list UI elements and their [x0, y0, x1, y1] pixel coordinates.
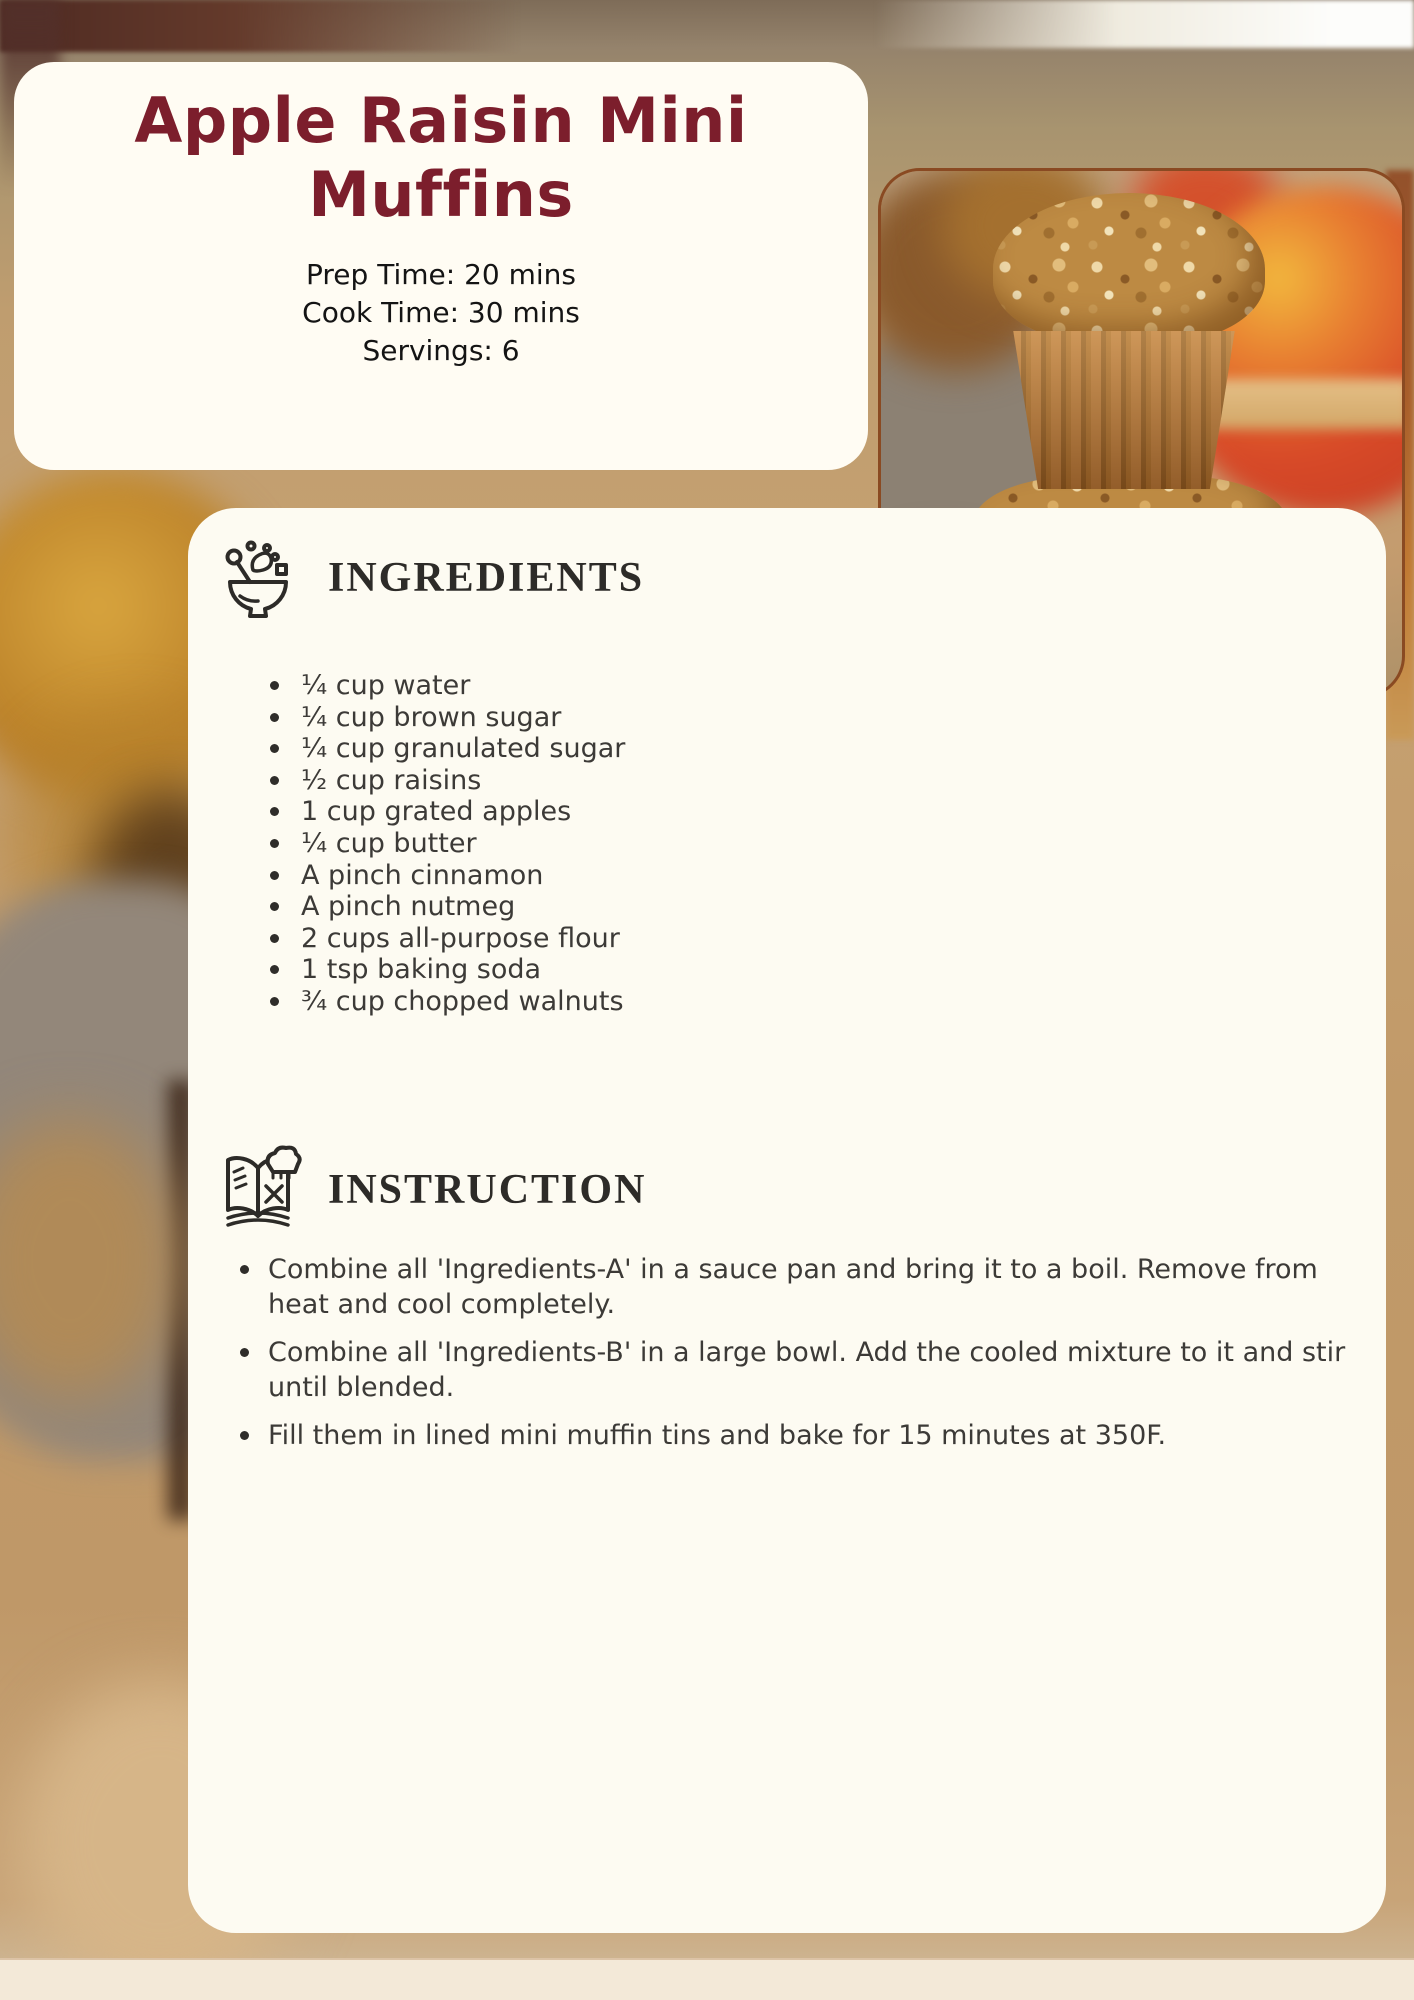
cook-time: Cook Time: 30 mins: [302, 296, 580, 329]
background-bottom-strip: [0, 1958, 1414, 2000]
ingredient-item: ½ cup raisins: [268, 765, 625, 797]
ingredients-heading: INGREDIENTS: [328, 555, 645, 601]
ingredient-item: ¼ cup granulated sugar: [268, 733, 625, 765]
title-card: [14, 62, 868, 470]
instruction-step: Combine all 'Ingredients-A' in a sauce pan and bring it to a boil. Remove from heat and cool completely.: [240, 1252, 1360, 1322]
recipe-meta: [14, 256, 868, 370]
ingredient-item: 2 cups all-purpose flour: [268, 923, 625, 955]
ingredient-item: ¼ cup brown sugar: [268, 702, 625, 734]
servings: Servings: 6: [362, 334, 520, 367]
ingredients-list: [268, 670, 625, 1018]
photo-top-muffin-top: [993, 193, 1265, 345]
ingredient-item: 1 cup grated apples: [268, 796, 625, 828]
instruction-step: Combine all 'Ingredients-B' in a large bowl. Add the cooled mixture to it and stir until blended.: [240, 1335, 1360, 1405]
ingredient-item: A pinch cinnamon: [268, 860, 625, 892]
mixing-bowl-icon: [220, 538, 296, 618]
ingredient-item: A pinch nutmeg: [268, 891, 625, 923]
instructions-list: [240, 1252, 1360, 1466]
prep-time: Prep Time: 20 mins: [306, 258, 576, 291]
instructions-header: [216, 1144, 646, 1236]
instruction-step: Fill them in lined mini muffin tins and bake for 15 minutes at 350F.: [240, 1418, 1360, 1453]
ingredient-item: 1 tsp baking soda: [268, 954, 625, 986]
photo-top-muffin-liner: [1011, 331, 1237, 489]
instructions-heading: INSTRUCTION: [328, 1167, 647, 1213]
ingredient-item: ¼ cup butter: [268, 828, 625, 860]
page-title: Apple Raisin Mini Muffins: [134, 84, 748, 231]
ingredients-header: [220, 538, 644, 618]
ingredient-item: ¼ cup water: [268, 670, 625, 702]
recipe-book-icon: [216, 1144, 304, 1236]
recipe-card: [188, 508, 1386, 1933]
background-top-right-highlight: [874, 0, 1414, 48]
background-top-left-shadow: [0, 0, 520, 52]
ingredient-item: ¾ cup chopped walnuts: [268, 986, 625, 1018]
